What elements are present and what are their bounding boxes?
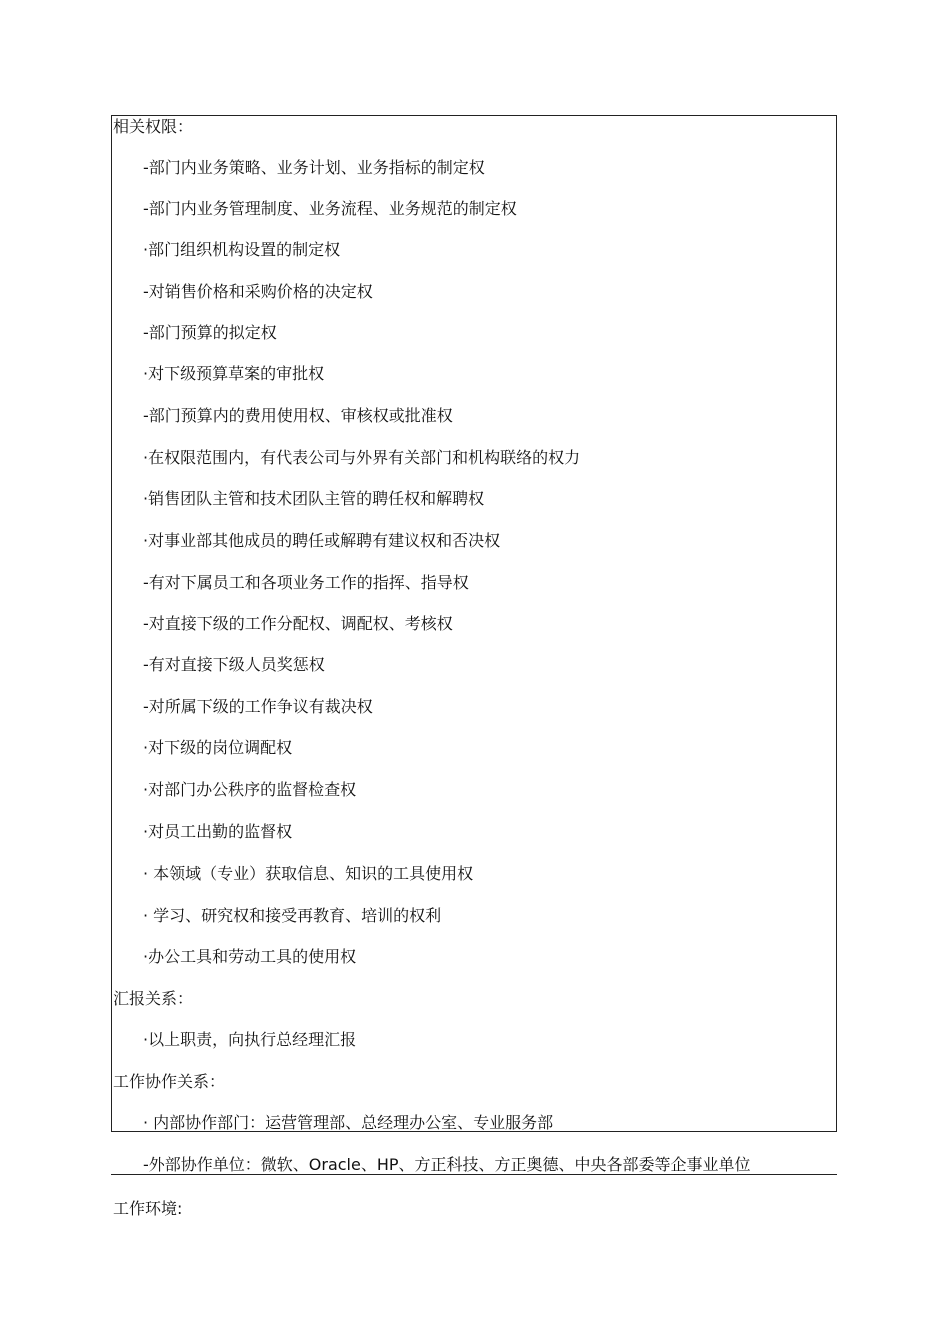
authority-item: ·对员工出勤的监督权 <box>143 822 293 841</box>
reporting-item: ·以上职责，向执行总经理汇报 <box>143 1030 357 1049</box>
internal-cooperation: · 内部协作部门：运营管理部、总经理办公室、专业服务部 <box>143 1113 554 1132</box>
authority-item: · 学习、研究权和接受再教育、培训的权利 <box>143 906 442 925</box>
external-cooperation: -外部协作单位：微软、Oracle、HP、方正科技、方正奥德、中央各部委等企事业单位 <box>143 1155 751 1174</box>
authority-item: -有对直接下级人员奖惩权 <box>143 655 325 674</box>
external-cooperation-rule <box>111 1174 837 1175</box>
authority-item: -部门内业务管理制度、业务流程、业务规范的制定权 <box>143 199 517 218</box>
cooperation-heading: 工作协作关系： <box>113 1072 226 1091</box>
environment-heading: 工作环境: <box>113 1199 183 1218</box>
authority-item: -部门预算的拟定权 <box>143 323 277 342</box>
authority-item: -对直接下级的工作分配权、调配权、考核权 <box>143 614 453 633</box>
authority-item: ·办公工具和劳动工具的使用权 <box>143 947 357 966</box>
authority-item: -有对下属员工和各项业务工作的指挥、指导权 <box>143 573 469 592</box>
authority-item: ·对部门办公秩序的监督检查权 <box>143 780 357 799</box>
authority-item: ·销售团队主管和技术团队主管的聘任权和解聘权 <box>143 489 485 508</box>
authority-item: ·对下级预算草案的审批权 <box>143 364 325 383</box>
reporting-heading: 汇报关系： <box>113 989 194 1008</box>
authority-item: -部门预算内的费用使用权、审核权或批准权 <box>143 406 453 425</box>
authority-item: -对所属下级的工作争议有裁决权 <box>143 697 373 716</box>
authority-item: · 本领域（专业）获取信息、知识的工具使用权 <box>143 864 474 883</box>
authority-heading: 相关权限： <box>113 117 194 136</box>
authority-item: ·在权限范围内，有代表公司与外界有关部门和机构联络的权力 <box>143 448 581 467</box>
authority-item: ·对下级的岗位调配权 <box>143 738 293 757</box>
authority-item: ·部门组织机构设置的制定权 <box>143 240 341 259</box>
authority-item: -对销售价格和采购价格的决定权 <box>143 282 373 301</box>
authority-item: -部门内业务策略、业务计划、业务指标的制定权 <box>143 158 485 177</box>
authority-item: ·对事业部其他成员的聘任或解聘有建议权和否决权 <box>143 531 501 550</box>
